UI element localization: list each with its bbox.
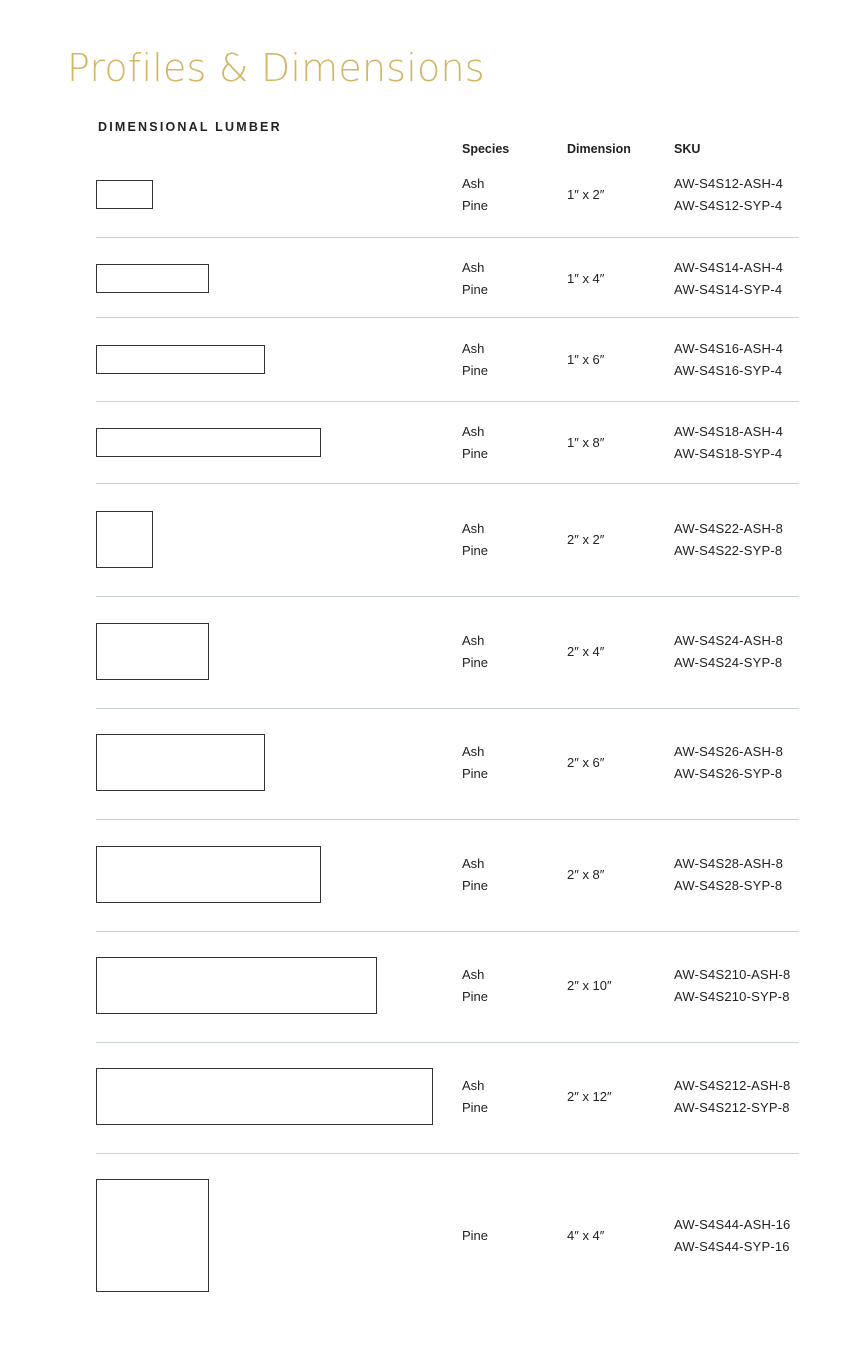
profile-diagram: [96, 180, 153, 209]
species-name: Ash: [462, 1077, 485, 1093]
column-header-sku: SKU: [674, 142, 701, 156]
table-row: [96, 484, 799, 597]
species-cell: [462, 853, 488, 897]
species-name: Pine: [462, 281, 489, 297]
dimension-cell: 2″ x 4″: [567, 643, 605, 659]
species-name: Pine: [462, 988, 489, 1004]
sku-code: AW-S4S44-SYP-16: [674, 1238, 790, 1254]
dimension-cell: 1″ x 4″: [567, 270, 605, 286]
species-cell: [462, 630, 488, 674]
sku-cell: [674, 518, 783, 562]
sku-cell: [674, 1075, 790, 1119]
species-cell: [462, 518, 488, 562]
table-row: [96, 820, 799, 932]
sku-code: AW-S4S212-ASH-8: [674, 1077, 791, 1093]
profile-diagram: [96, 957, 377, 1014]
species-name: Ash: [462, 340, 485, 356]
species-name: Ash: [462, 966, 485, 982]
dimension-cell: 1″ x 6″: [567, 351, 605, 367]
sku-code: AW-S4S212-SYP-8: [674, 1099, 790, 1115]
species-cell: [462, 173, 488, 217]
sku-code: AW-S4S16-ASH-4: [674, 340, 784, 356]
species-cell: [462, 257, 488, 301]
dimension-cell: 2″ x 8″: [567, 866, 605, 882]
sku-code: AW-S4S24-SYP-8: [674, 654, 783, 670]
species-name: Pine: [462, 654, 489, 670]
profile-diagram: [96, 511, 153, 568]
species-cell: [462, 741, 488, 785]
profile-diagram: [96, 428, 321, 457]
table-row: [96, 158, 799, 238]
sku-code: AW-S4S12-ASH-4: [674, 175, 784, 191]
profile-diagram: [96, 1179, 209, 1292]
table-row: [96, 597, 799, 709]
sku-code: AW-S4S26-SYP-8: [674, 765, 783, 781]
table-row: [96, 1154, 799, 1350]
table-row: [96, 318, 799, 402]
species-name: Ash: [462, 855, 485, 871]
dimension-cell: 1″ x 8″: [567, 434, 605, 450]
column-header-dimension: Dimension: [567, 142, 631, 156]
sku-code: AW-S4S18-ASH-4: [674, 423, 784, 439]
species-cell: [462, 421, 488, 465]
species-name: Ash: [462, 520, 485, 536]
species-cell: [462, 338, 488, 382]
sku-code: AW-S4S210-ASH-8: [674, 966, 791, 982]
sku-code: AW-S4S22-ASH-8: [674, 520, 784, 536]
species-name: Pine: [462, 1227, 489, 1243]
profile-diagram: [96, 264, 209, 293]
profile-diagram: [96, 1068, 433, 1125]
sku-code: AW-S4S16-SYP-4: [674, 362, 783, 378]
sku-cell: [674, 338, 783, 382]
sku-cell: [674, 257, 783, 301]
page-title: Profiles & Dimensions: [67, 46, 485, 90]
table-row: [96, 932, 799, 1043]
dimension-cell: 2″ x 6″: [567, 754, 605, 770]
species-cell: [462, 1075, 488, 1119]
species-name: Ash: [462, 259, 485, 275]
species-name: Pine: [462, 445, 489, 461]
species-name: Ash: [462, 632, 485, 648]
species-name: Pine: [462, 877, 489, 893]
table-row: [96, 238, 799, 318]
table-row: [96, 402, 799, 484]
table-row: [96, 1043, 799, 1154]
sku-cell: [674, 853, 783, 897]
sku-code: AW-S4S22-SYP-8: [674, 542, 783, 558]
species-name: Ash: [462, 743, 485, 759]
sku-code: AW-S4S18-SYP-4: [674, 445, 783, 461]
sku-code: AW-S4S210-SYP-8: [674, 988, 790, 1004]
sku-code: AW-S4S44-ASH-16: [674, 1216, 791, 1232]
sku-cell: [674, 421, 783, 465]
sku-code: AW-S4S28-ASH-8: [674, 855, 784, 871]
species-name: Pine: [462, 362, 489, 378]
dimension-cell: 2″ x 12″: [567, 1088, 612, 1104]
species-name: Pine: [462, 542, 489, 558]
profile-diagram: [96, 734, 265, 791]
species-name: Ash: [462, 175, 485, 191]
sku-code: AW-S4S12-SYP-4: [674, 197, 783, 213]
dimension-cell: 2″ x 10″: [567, 977, 612, 993]
sku-cell: [674, 964, 790, 1008]
column-header-species: Species: [462, 142, 510, 156]
sku-cell: [674, 1214, 790, 1258]
species-name: Pine: [462, 1099, 489, 1115]
dimension-cell: 2″ x 2″: [567, 531, 605, 547]
profile-diagram: [96, 846, 321, 903]
table-row: [96, 709, 799, 820]
sku-cell: [674, 630, 783, 674]
sku-code: AW-S4S14-SYP-4: [674, 281, 783, 297]
section-title: DIMENSIONAL LUMBER: [98, 120, 282, 134]
sku-code: AW-S4S14-ASH-4: [674, 259, 784, 275]
dimension-cell: 4″ x 4″: [567, 1227, 605, 1243]
sku-code: AW-S4S28-SYP-8: [674, 877, 783, 893]
species-name: Pine: [462, 765, 489, 781]
profile-diagram: [96, 345, 265, 374]
dimension-cell: 1″ x 2″: [567, 186, 605, 202]
sku-cell: [674, 741, 783, 785]
species-name: Pine: [462, 197, 489, 213]
profile-diagram: [96, 623, 209, 680]
sku-cell: [674, 173, 783, 217]
species-cell: [462, 964, 488, 1008]
sku-code: AW-S4S26-ASH-8: [674, 743, 784, 759]
sku-code: AW-S4S24-ASH-8: [674, 632, 784, 648]
species-name: Ash: [462, 423, 485, 439]
species-cell: [462, 1225, 488, 1247]
